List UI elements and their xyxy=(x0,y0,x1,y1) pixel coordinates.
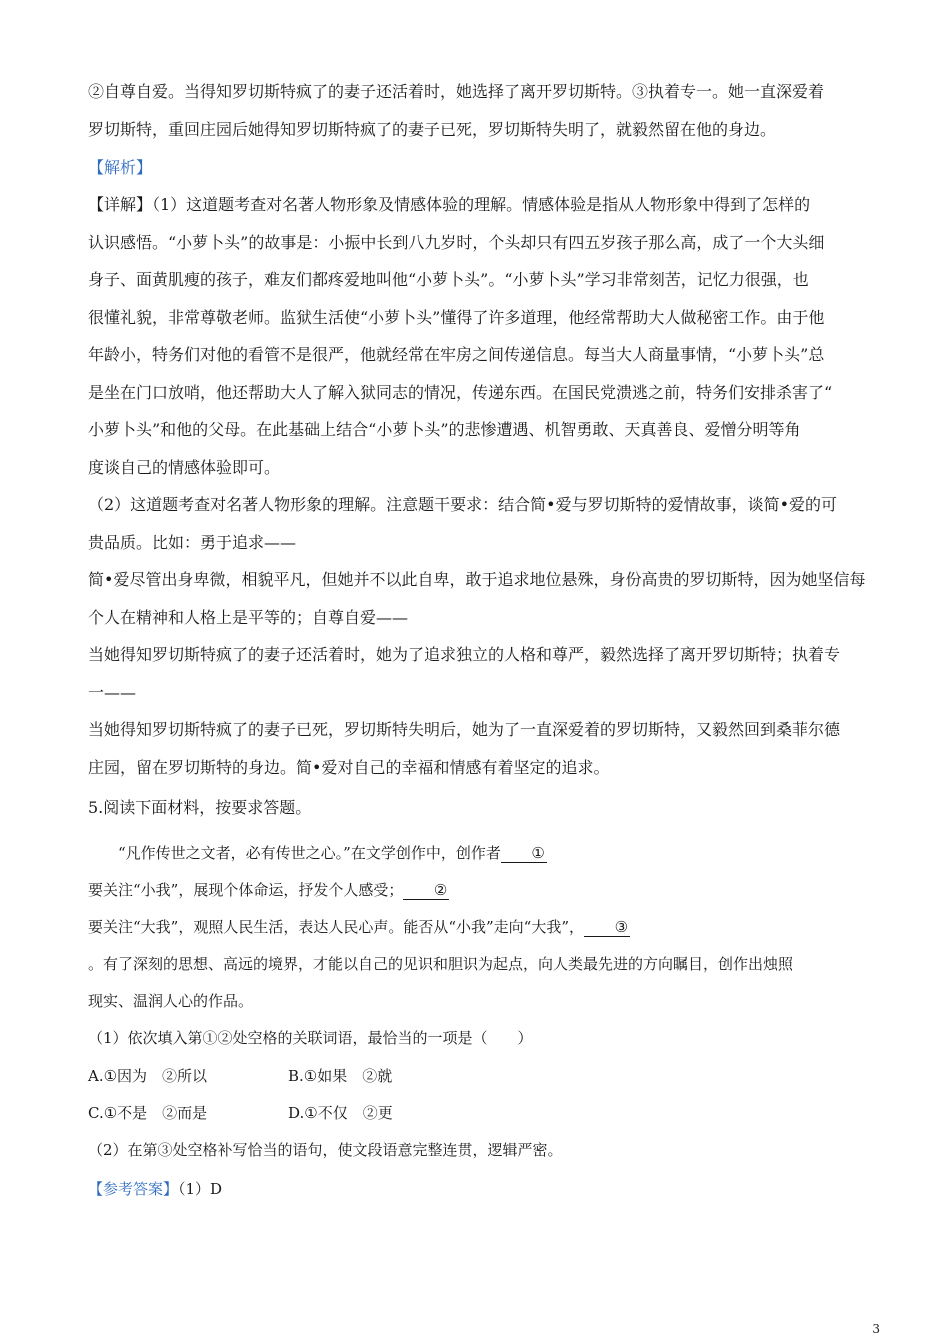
text-line: 当她得知罗切斯特疯了的妻子还活着时，她为了追求独立的人格和尊严，毅然选择了离开罗切斯特；执着专 xyxy=(88,645,841,664)
option-d: D.①不仅 ②更 xyxy=(288,1104,393,1122)
page-number: 3 xyxy=(872,1322,880,1336)
text-line: 是坐在门口放哨，他还帮助大人了解入狱同志的情况，传递东西。在国民党溃逃之前，特务们安排杀害了“ xyxy=(88,383,833,402)
options-row-2 xyxy=(88,1103,868,1123)
option-a: A.①因为 ②所以 xyxy=(88,1067,208,1085)
text-line: 个人在精神和人格上是平等的；自尊自爱—— xyxy=(88,608,409,627)
analysis-tag: 【解析】 xyxy=(88,158,153,177)
passage-text: “凡作传世之文者，必有传世之心。”在文学创作中，创作者 xyxy=(118,844,501,862)
text-line: 庄园，留在罗切斯特的身边。简•爱对自己的幸福和情感有着坚定的追求。 xyxy=(88,758,610,777)
text-line: 小萝卜头”和他的父母。在此基础上结合“小萝卜头”的悲惨遭遇、机智勇敢、天真善良、爱憎分明等角 xyxy=(88,420,801,439)
text-line: 年龄小，特务们对他的看管不是很严，他就经常在牢房之间传递信息。每当大人商量事情，“小萝卜头”总 xyxy=(88,345,825,364)
text-line: 身子、面黄肌瘦的孩子，难友们都疼爱地叫他“小萝卜头”。“小萝卜头”学习非常刻苦，记忆力很强，也 xyxy=(88,270,809,289)
answer-text: （1）D xyxy=(178,1180,223,1198)
passage-line: 现实、温润人心的作品。 xyxy=(88,992,254,1010)
text-line: 当她得知罗切斯特疯了的妻子已死，罗切斯特失明后，她为了一直深爱着的罗切斯特，又毅然回到桑菲尔德 xyxy=(88,720,841,739)
passage-text: 要关注“大我”，观照人民生活，表达人民心声。能否从“小我”走向“大我”， xyxy=(88,918,585,936)
text-line: （2）这道题考查对名著人物形象的理解。注意题干要求：结合简•爱与罗切斯特的爱情故事，谈简•爱的可 xyxy=(88,495,838,514)
text-line: 一—— xyxy=(88,683,137,702)
passage-text: 要关注“小我”，展现个体命运，抒发个人感受； xyxy=(88,881,404,899)
options-row-1 xyxy=(88,1066,868,1086)
text-line: 认识感悟。“小萝卜头”的故事是：小振中长到八九岁时，个头却只有四五岁孩子那么高，成了一个大头细 xyxy=(88,233,825,252)
option-c: C.①不是 ②而是 xyxy=(88,1104,208,1122)
text-line: 很懂礼貌，非常尊敬老师。监狱生活使“小萝卜头”懂得了许多道理，他经常帮助大人做秘密工作。由于他 xyxy=(88,308,825,327)
text-line: 简•爱尽管出身卑微，相貌平凡，但她并不以此自卑，敢于追求地位悬殊，身份高贵的罗切斯特，因为她坚信每 xyxy=(88,570,866,589)
question-heading: 5.阅读下面材料，按要求答题。 xyxy=(88,798,312,817)
answer-line xyxy=(88,1179,868,1199)
question-1: （1）依次填入第①②处空格的关联词语，最恰当的一项是（ ） xyxy=(88,1029,533,1047)
passage-line xyxy=(88,843,868,863)
text-line: 贵品质。比如：勇于追求—— xyxy=(88,533,297,552)
text-line: ②自尊自爱。当得知罗切斯特疯了的妻子还活着时，她选择了离开罗切斯特。③执着专一。她一直深爱着 xyxy=(88,82,825,101)
blank-3: ③ xyxy=(584,918,630,937)
passage-line xyxy=(88,880,868,900)
detail-line: 【详解】（1）这道题考查对名著人物形象及情感体验的理解。情感体验是指从人物形象中得到了怎样的 xyxy=(88,195,811,214)
answer-tag: 【参考答案】 xyxy=(88,1180,179,1198)
option-b: B.①如果 ②就 xyxy=(288,1067,393,1085)
text-line: 度谈自己的情感体验即可。 xyxy=(88,458,281,477)
blank-2: ② xyxy=(403,881,449,900)
blank-1: ① xyxy=(501,844,547,863)
passage-line: 。有了深刻的思想、高远的境界，才能以自己的见识和胆识为起点，向人类最先进的方向瞩目，创作出烛照 xyxy=(88,955,794,973)
text-line: 罗切斯特，重回庄园后她得知罗切斯特疯了的妻子已死，罗切斯特失明了，就毅然留在他的身边。 xyxy=(88,120,777,139)
question-2: （2）在第③处空格补写恰当的语句，使文段语意完整连贯，逻辑严密。 xyxy=(88,1141,563,1159)
passage-line xyxy=(88,917,868,937)
